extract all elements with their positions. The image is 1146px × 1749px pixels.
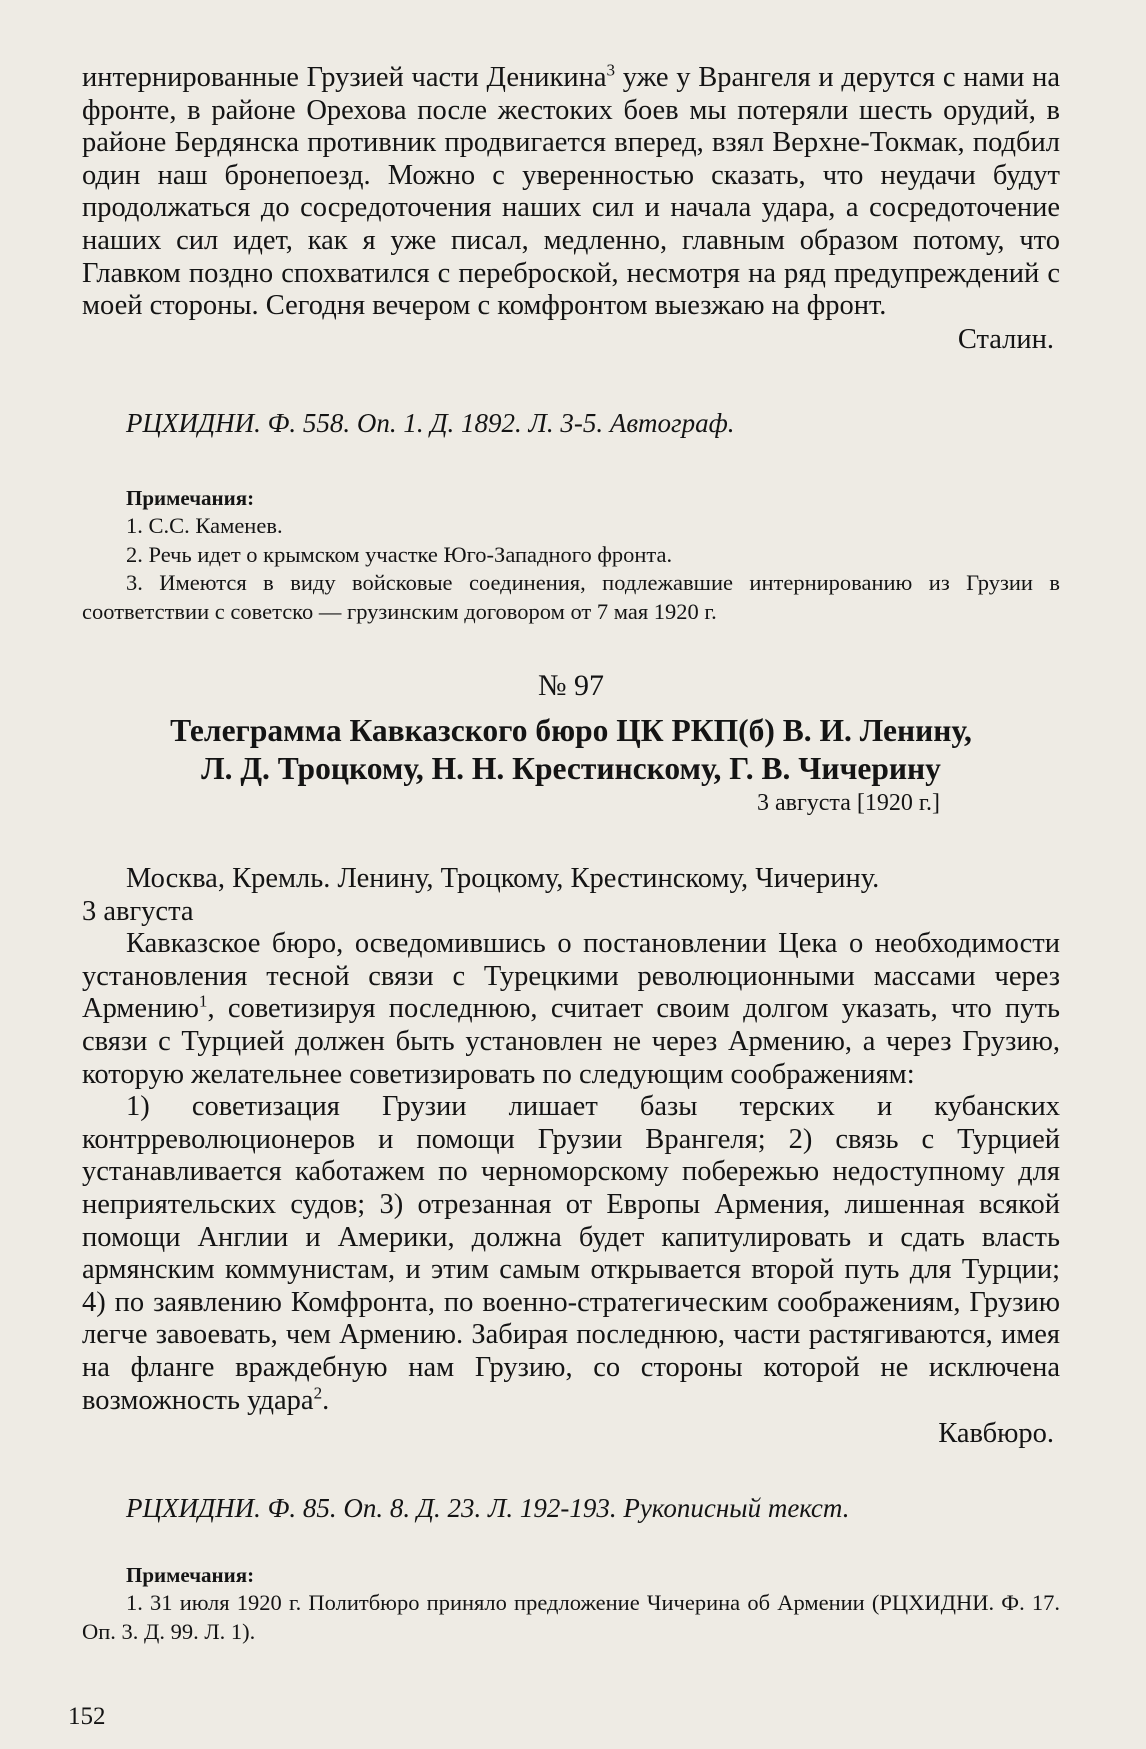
source-block-2 (82, 1492, 1060, 1524)
continuation-text-start: интернированные Грузией части Деникина (82, 62, 607, 93)
document-title-line-2: Л. Д. Троцкому, Н. Н. Крестинскому, Г. В. Чичерину (201, 751, 941, 786)
paragraph-2-start: 1) советизация Грузии лишает базы терских и кубанских контрреволюционеров и помощи Грузии Врангеля; 2) связь с Турцией устанавливается каботажем по черноморскому побережью недоступному для неприятельских судов; 3) отрезанная от Европы Армения, лишенная всякой помощи Англии и Америки, должна будет капитулировать и сдать власть армянским коммунистам, и этим самым открывается второй путь для Турции; 4) по заявлению Комфронта, по военно-стратегическим соображениям, Грузию легче завоевать, чем Армению. Забирая последнюю, части растягиваются, имея на фланге враждебную нам Грузию, со стороны которой не исключена возможность удара (82, 1091, 1060, 1416)
document-date: 3 августа [1920 г.] (756, 790, 940, 816)
note-item: 1. С.С. Каменев. (126, 513, 283, 538)
paragraph-2 (82, 1091, 1060, 1417)
archive-source: РЦХИДНИ. Ф. 558. Оп. 1. Д. 1892. Л. 3-5. Автограф. (126, 408, 735, 438)
document-header (82, 668, 1060, 818)
document-body (82, 863, 1060, 1450)
address-line: Москва, Кремль. Ленину, Троцкому, Крестинскому, Чичерину. (126, 863, 880, 894)
footnote-ref: 1 (198, 991, 208, 1011)
notes-block-1 (82, 485, 1060, 626)
paragraph-1 (82, 928, 1060, 1091)
source-block-1 (82, 407, 1060, 439)
page-number: 152 (68, 1703, 106, 1730)
notes-title: Примечания: (126, 1563, 255, 1587)
note-item: 1. 31 июля 1920 г. Политбюро приняло предложение Чичерина об Армении (РЦХИДНИ. Ф. 17. Оп. 3. Д. 99. Л. 1). (82, 1590, 1060, 1644)
date-line: 3 августа (82, 895, 194, 927)
notes-block-2 (82, 1562, 1060, 1646)
paragraph-1-end: , советизируя последнюю, считает своим долгом указать, что путь связи с Турцией должен быть установлен не через Армению, а через Грузию, которую желательнее советизировать по следующим соображениям: (82, 993, 1060, 1090)
note-item: 3. Имеются в виду войсковые соединения, подлежавшие интернированию из Грузии в соответствии с советско — грузинским договором от 7 мая 1920 г. (82, 570, 1060, 624)
footnote-ref: 3 (606, 60, 616, 80)
note-item: 2. Речь идет о крымском участке Юго-Западного фронта. (126, 541, 673, 567)
continuation-text-end: уже у Врангеля и дерутся с нами на фронте, в районе Орехова после жестоких боев мы потеряли шесть орудий, в районе Бердянска противник продвигается вперед, взял Верхне-Токмак, подбил один наш бронепоезд. Можно с уверенностью сказать, что неудачи будут продолжаться до сосредоточения наших сил и начала удара, а сосредоточение наших сил идет, как я уже писал, медленно, главным образом потому, что Главком поздно спохватился с переброской, несмотря на ряд предупреждений с моей стороны. Сегодня вечером с комфронтом выезжаю на фронт. (82, 62, 1060, 322)
signature-stalin: Сталин. (957, 323, 1054, 355)
paragraph-2-end: . (322, 1384, 330, 1416)
paragraph-1-start: Кавказское бюро, осведомившись о постановлении Цека о необходимости установления тесной связи с Турецкими революционными массами через Армению (82, 928, 1060, 1025)
notes-title: Примечания: (126, 486, 255, 510)
archive-source: РЦХИДНИ. Ф. 85. Оп. 8. Д. 23. Л. 192-193. Рукописный текст. (126, 1493, 850, 1523)
document-number: № 97 (537, 669, 605, 702)
footnote-ref: 2 (313, 1383, 323, 1402)
signature-kavburo: Кавбюро. (938, 1418, 1054, 1450)
document-title-line-1: Телеграмма Кавказского бюро ЦК РКП(б) В. И. Ленину, (170, 713, 972, 748)
continuation-paragraph (82, 62, 1060, 323)
continuation-block (82, 62, 1060, 356)
